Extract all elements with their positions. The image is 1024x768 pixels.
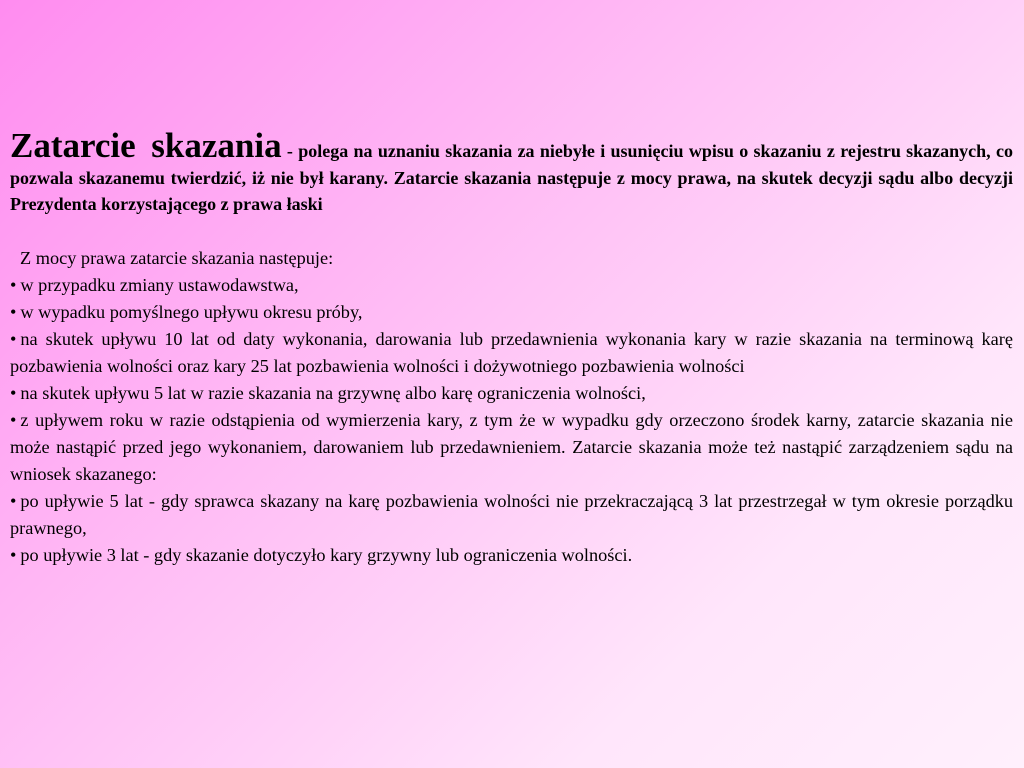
list-item — [10, 488, 1013, 542]
bullet-icon: • — [10, 328, 17, 349]
list-item — [10, 380, 1013, 407]
list-item-text: po upływie 3 lat - gdy skazanie dotyczyło kary grzywny lub ograniczenia wolności. — [20, 544, 633, 565]
bullet-icon: • — [10, 490, 17, 511]
bullet-icon: • — [10, 409, 17, 430]
list-item-text: w przypadku zmiany ustawodawstwa, — [20, 274, 299, 295]
bullet-icon: • — [10, 544, 17, 565]
list-item-text: na skutek upływu 5 lat w razie skazania na grzywnę albo karę ograniczenia wolności, — [20, 382, 646, 403]
list-item — [10, 407, 1013, 488]
list-item — [10, 542, 1013, 569]
bullet-icon: • — [10, 274, 17, 295]
bullet-icon: • — [10, 382, 17, 403]
list-item — [10, 272, 1013, 299]
conditions-list — [10, 272, 1013, 569]
bullet-icon: • — [10, 301, 17, 322]
definition-paragraph — [10, 126, 1013, 218]
list-item-text: z upływem roku w razie odstąpienia od wymierzenia kary, z tym że w wypadku gdy orzeczono środek karny, zatarcie skazania nie może nastąpić przed jego wykonaniem, darowaniem lub przedawnieniem. Zatarcie skazania może też nastąpić zarządzeniem sądu na wniosek skazanego: — [10, 409, 1013, 484]
list-item — [10, 299, 1013, 326]
list-item-text: w wypadku pomyślnego upływu okresu próby, — [20, 301, 363, 322]
list-item-text: na skutek upływu 10 lat od daty wykonania, darowania lub przedawnienia wykonania kary w razie skazania na terminową karę pozbawienia wolności oraz kary 25 lat pozbawienia wolności i dożywotniego pozbawienia wolności — [10, 328, 1013, 376]
slide-content — [10, 126, 1013, 569]
list-item-text: po upływie 5 lat - gdy sprawca skazany na karę pozbawienia wolności nie przekraczającą 3 lat przestrzegał w tym okresie porządku prawnego, — [10, 490, 1013, 538]
list-item — [10, 326, 1013, 380]
definition-text: - polega na uznaniu skazania za niebyłe i usunięciu wpisu o skazaniu z rejestru skazanych, co pozwala skazanemu twierdzić, iż nie był karany. Zatarcie skazania następuje z mocy prawa, na skutek decyzji sądu albo decyzji Prezydenta korzystającego z prawa łaski — [10, 141, 1013, 214]
term-heading: Zatarcie skazania — [10, 126, 282, 165]
intro-text: Z mocy prawa zatarcie skazania następuje: — [20, 247, 334, 268]
